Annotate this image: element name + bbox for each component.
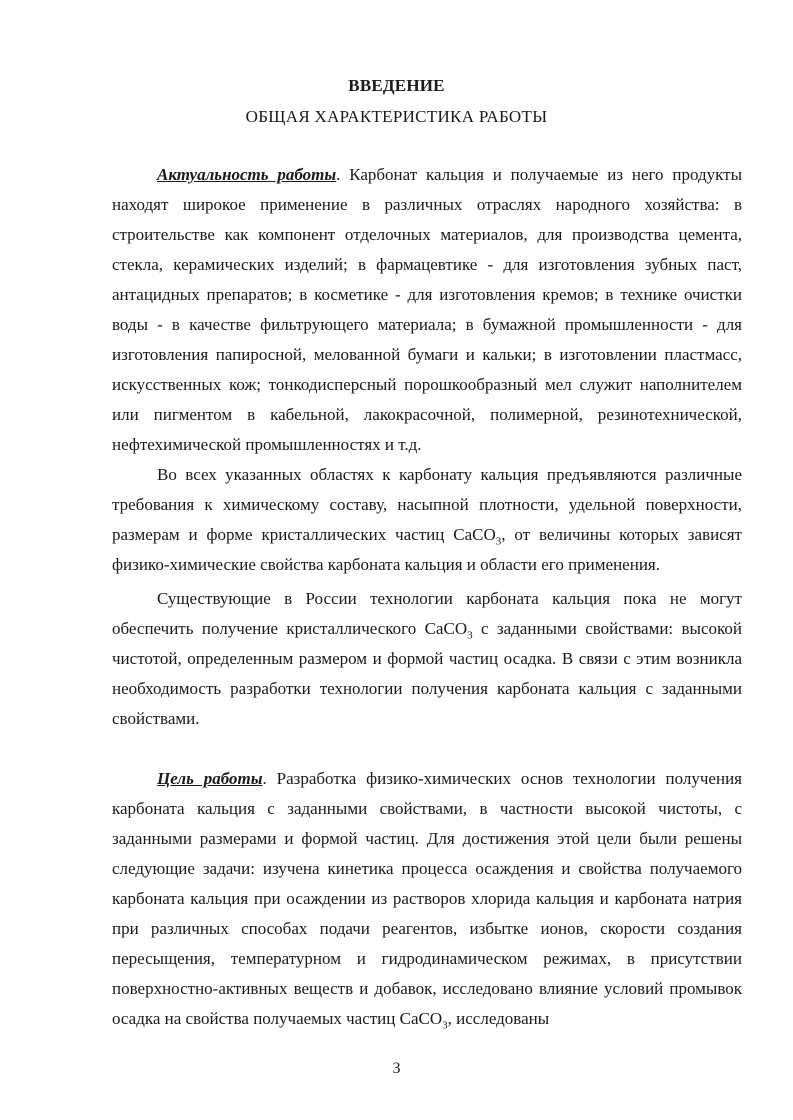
paragraph-technologies (112, 584, 742, 734)
goal-lead: Цель работы (157, 769, 263, 788)
relevance-text: . Карбонат кальция и получаемые из него продукты находят широкое применение в различных отраслях народного хозяйства: в строительстве как компонент отделочных материалов, для производства цемента, стекла, керамических изделий; в фармацевтике - для изготовления зубных паст, антацидных препаратов; в косметике - для изготовления кремов; в технике очистки воды - в качестве фильтрующего материала; в бумажной промышленности - для изготовления папиросной, мелованной бумаги и кальки; в изготовлении пластмасс, искусственных кож; тонкодисперсный порошкообразный мел служит наполнителем или пигментом в кабельной, лакокрасочной, полимерной, резинотехнической, нефтехимической промышленностях и т.д. (112, 165, 743, 454)
goal-subscript: 3 (442, 1019, 448, 1032)
technologies-text-before: Существующие в России технологии карбоната кальция пока не могут обеспечить получение кристаллического CaCO (112, 589, 742, 638)
page-number: 3 (392, 1060, 401, 1077)
paragraph-goal (112, 764, 742, 1034)
goal-text-before: . Разработка физико-химических основ технологии получения карбоната кальция с заданными свойствами, в частности высокой чистоты, с заданными размерами и формой частиц. Для достижения этой цели были решены следующие задачи: изучена кинетика процесса осаждения и свойства получаемого карбоната кальция при осаждении из растворов хлорида кальция и карбоната натрия при различных способах подачи реагентов, избытке ионов, скорости создания пересыщения, температурном и гидродинамическом режимах, в присутствии поверхностно-активных веществ и добавок, исследовано влияние условий промывок осадка на свойства получаемых частиц CaCO (112, 769, 742, 1028)
requirements-subscript: 3 (495, 535, 502, 548)
paragraph-relevance (112, 160, 742, 460)
requirements-text-before: Во всех указанных областях к карбонату кальция предъявляются различные требования к химическому составу, насыпной плотности, удельной поверхности, размерам и форме кристаллических частиц CaCO (112, 465, 742, 544)
paragraph-requirements (112, 460, 742, 580)
goal-text-after: , исследованы (447, 1009, 550, 1028)
section-title: ВВЕДЕНИЕ (348, 76, 445, 95)
relevance-lead: Актуальность работы (157, 165, 337, 184)
technologies-subscript: 3 (467, 629, 473, 642)
section-subtitle: ОБЩАЯ ХАРАКТЕРИСТИКА РАБОТЫ (245, 107, 548, 126)
technologies-text-after: с заданными свойствами: высокой чистотой, определенным размером и формой частиц осадка. В связи с этим возникла необходимость разработки технологии получения карбоната кальция с заданными свойствами. (112, 619, 742, 728)
requirements-text-after: , от величины которых зависят физико-химические свойства карбоната кальция и области его применения. (112, 525, 742, 574)
